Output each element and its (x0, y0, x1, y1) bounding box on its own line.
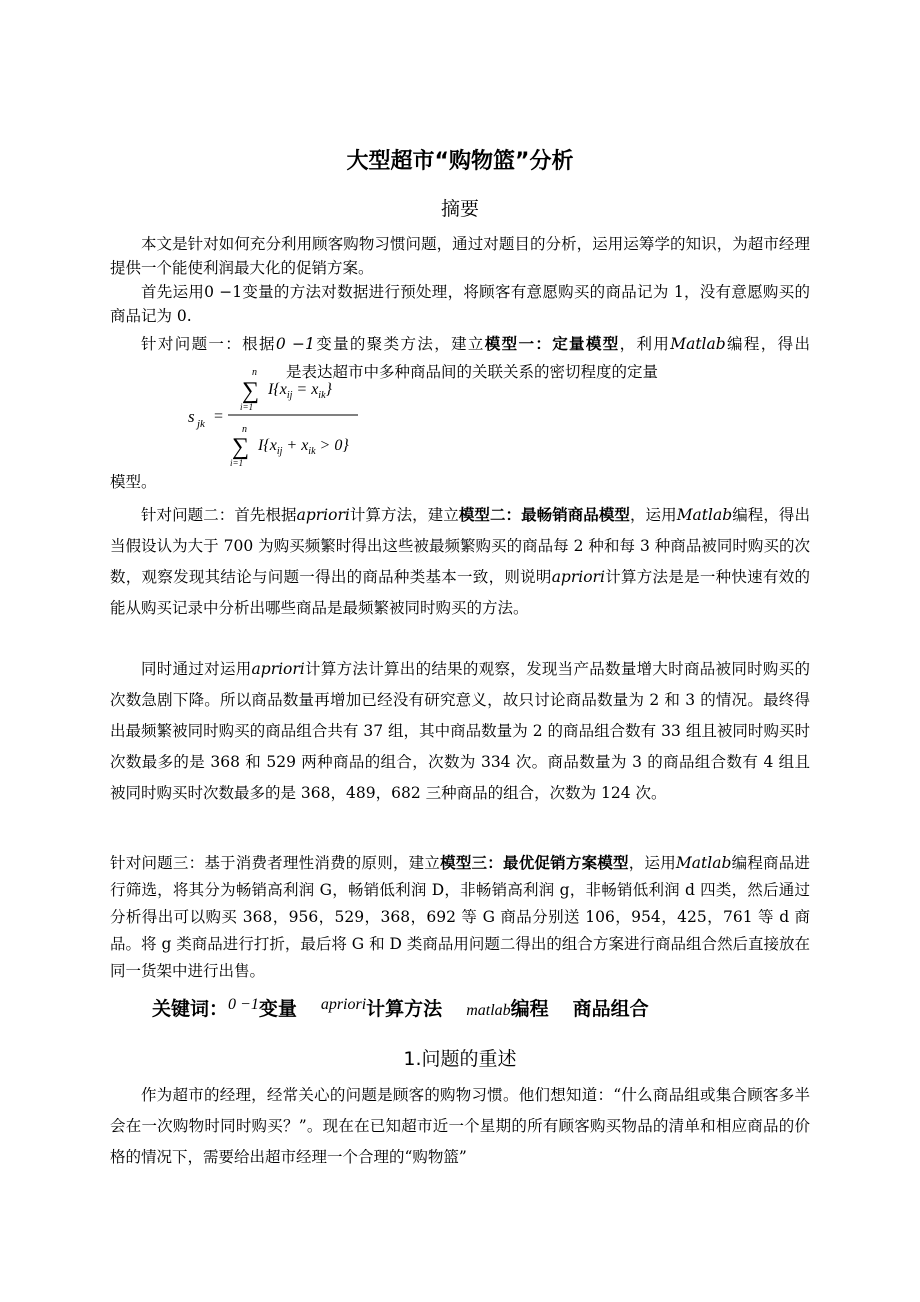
sum-bottom-num: i=1 (240, 402, 254, 412)
sum-top-num: n (252, 367, 257, 378)
similarity-formula (184, 364, 369, 474)
section-1-heading: 1.问题的重述 (403, 1048, 517, 1070)
apriori-term: apriori (551, 568, 605, 586)
apriori-term: apriori (251, 660, 305, 678)
abstract-paragraph-1: 本文是针对如何充分利用顾客购物习惯问题，通过对题目的分析，运用运筹学的知识，为超市经理提供一个能使利润最大化的促销方案。 (110, 235, 810, 277)
apriori-term: apriori (296, 506, 350, 524)
matlab-term: Matlab (670, 335, 726, 353)
keyword-4: 商品组合 (572, 998, 649, 1020)
formula-lhs-sub: jk (197, 418, 205, 430)
formula-lhs: s (188, 407, 195, 426)
model-two-label: 模型二：最畅销商品模型 (458, 506, 630, 524)
formula-denominator: $I\{x_{ij} + x_{ik} > 0\}$ (258, 437, 349, 457)
abstract-paragraph-3: 针对问题一：根据0 −1变量的聚类方法，建立模型一：定量模型，利用Matlab编程，得出是表达超市中多种商品间的关联关系的密切程度的定量 (141, 335, 810, 381)
abstract-paragraph-4: 针对问题二：首先根据apriori计算方法，建立模型二：最畅销商品模型，运用Matlab编程，得出当假设认为大于 700 为购买频繁时得出这些被最频繁购买的商品每 2 种和每 3 种商品被同时购买的次数，观察发现其结论与问题一得出的商品种类基本一致，则说明apriori计算方法是是一种快速有效的能从购买记录中分析出哪些商品是最频繁被同时购买的方法。 (110, 506, 810, 617)
zero-one-variable: 0 −1 (275, 335, 315, 353)
formula-numerator: $I\{x_{ij} = x_{ik}\}$ (268, 381, 332, 401)
section-1-paragraph: 作为超市的经理，经常关心的问题是顾客的购物习惯。他们想知道：“什么商品组或集合顾客多半会在一次购物时同时购买？”。现在在已知超市近一个星期的所有顾客购买物品的清单和相应商品的价格的情况下，需要给出超市经理一个合理的“购物篮” (110, 1086, 810, 1166)
matlab-term: Matlab (675, 854, 732, 872)
abstract-paragraph-6: 针对问题三：基于消费者理性消费的原则，建立模型三：最优促销方案模型，运用Matlab编程商品进行筛选，将其分为畅销高利润 G，畅销低利润 D，非畅销高利润 g，非畅销低利润 d 四类，然后通过分析得出可以购买 368，956，529，368，692 等 G 商品分别送 106，954，425，761 等 d 商品。将 g 类商品进行打折，最后将 G 和 D 类商品用问题二得出的组合方案进行商品组合然后直接放在同一货架中进行出售。 (110, 854, 810, 980)
sum-top-den: n (242, 424, 247, 435)
keyword-3: 编程 (510, 998, 549, 1020)
keyword-2: 计算方法 (366, 998, 443, 1020)
matlab-term: Matlab (676, 506, 733, 524)
sum-den: ∑ (232, 434, 250, 460)
sum-num: ∑ (242, 378, 260, 404)
abstract-heading: 摘要 (440, 198, 479, 220)
model-three-label: 模型三：最优促销方案模型 (440, 854, 629, 872)
keyword-1: 变量 (258, 998, 297, 1020)
model-one-label: 模型一：定量模型 (484, 335, 620, 353)
keywords-label: 关键词： (152, 998, 229, 1020)
paper-title: 大型超市“购物篮”分析 (346, 149, 574, 174)
formula-eq: = (214, 408, 224, 425)
abstract-paragraph-5: 同时通过对运用apriori计算方法计算出的结果的观察，发现当产品数量增大时商品被同时购买的次数急剧下降。所以商品数量再增加已经没有研究意义，故只讨论商品数量为 2 和 3 的情况。最终得出最频繁被同时购买的商品组合共有 37 组，其中商品数量为 2 的商品组合数有 33 组且被同时购买时次数最多的是 368 和 529 两种商品的组合，次数为 334 次。商品数量为 3 的商品组合数有 4 组且被同时购买时次数最多的是 368，489，682 三种商品的组合，次数为 124 次。 (110, 660, 810, 802)
abstract-paragraph-2: 首先运用0 −1变量的方法对数据进行预处理，将顾客有意愿购买的商品记为 1，没有意愿购买的商品记为 0. (110, 283, 810, 325)
keywords-line: 关键词：$^{0 -1}$变量 $^{apriori}$计算方法 matlab编程 商品组合 (152, 996, 649, 1020)
abstract-paragraph-3-end: 模型。 (110, 473, 157, 491)
sum-bottom-den: i=1 (230, 458, 244, 468)
